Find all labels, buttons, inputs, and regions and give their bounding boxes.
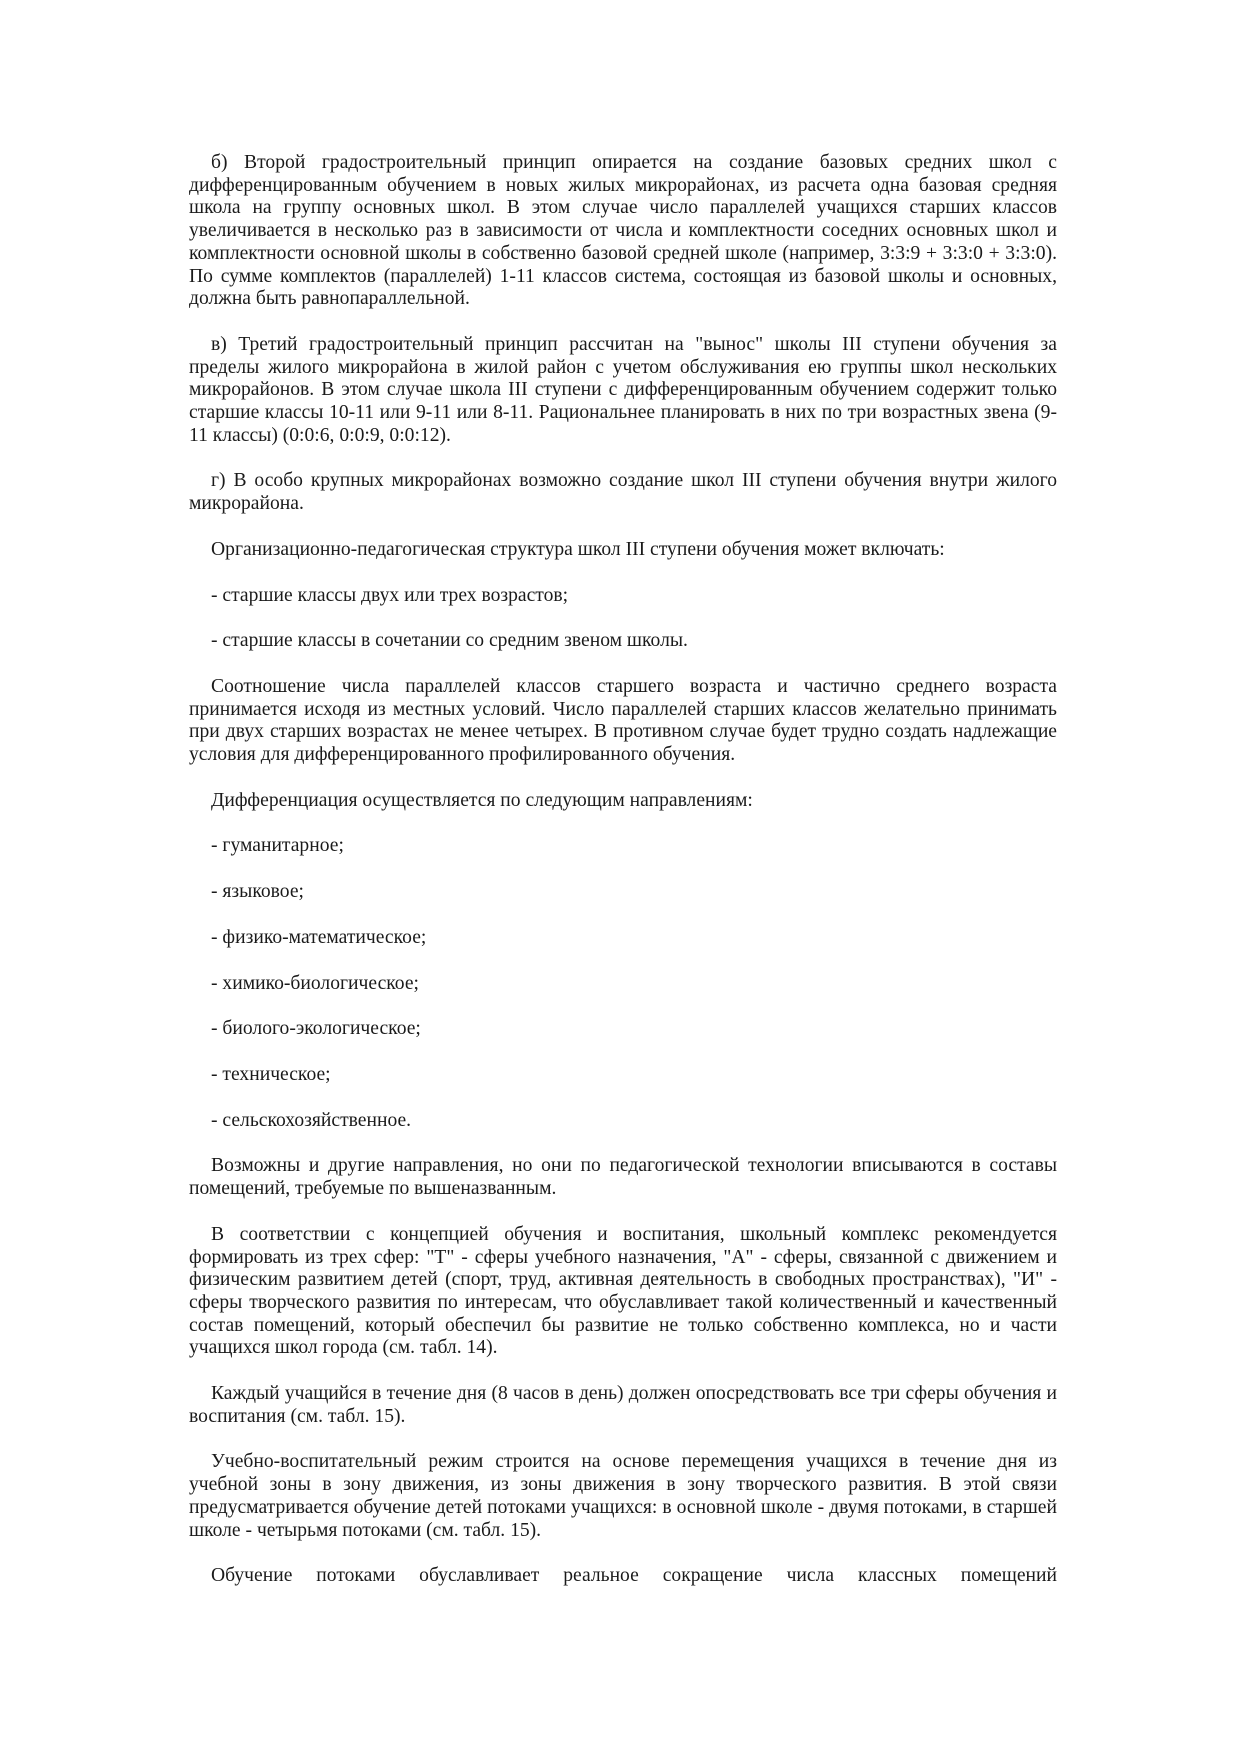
paragraph-parallels-ratio: Соотношение числа параллелей классов старшего возраста и частично среднего возраста принимается исходя из местных условий. Число параллелей старших классов желательно принимать при двух старших возрастах не менее четырех. В противном случае будет трудно создать надлежащие условия для дифференцированного профилированного обучения. (189, 675, 1057, 766)
list-item-direction-languages: - языковое; (211, 881, 304, 903)
document-page (189, 152, 1057, 1588)
list-item-direction-bioeco: - биолого-экологическое; (211, 1018, 421, 1040)
paragraph-principle-b: б) Второй градостроительный принцип опирается на создание базовых средних школ с дифференцированным обучением в новых жилых микрорайонах, из расчета одна базовая средняя школа на группу основных школ. В этом случае число параллелей учащихся старших классов увеличивается в несколько раз в зависимости от числа и комплектности соседних основных школ и комплектности основной школы в собственно базовой средней школе (например, 3:3:9 + 3:3:0 + 3:3:0). По сумме комплектов (параллелей) 1-11 классов система, состоящая из базовой школы и основных, должна быть равнопараллельной. (189, 152, 1057, 310)
paragraph-three-spheres: В соответствии с концепцией обучения и воспитания, школьный комплекс рекомендуется формировать из трех сфер: "Т" - сферы учебного назначения, "А" - сферы, связанной с движением и физическим развитием детей (спорт, труд, активная деятельность в свободных пространствах), "И" - сферы творческого развития по интересам, что обуславливает такой количественный и качественный состав помещений, который обеспечил бы развитие не только собственно комплекса, но и части учащихся школ города (см. табл. 14). (189, 1223, 1057, 1359)
paragraph-principle-g: г) В особо крупных микрорайонах возможно создание школ III ступени обучения внутри жилого микрорайона. (189, 470, 1057, 515)
paragraph-differentiation-intro: Дифференциация осуществляется по следующим направлениям: (211, 789, 753, 811)
paragraph-structure-intro: Организационно-педагогическая структура школ III ступени обучения может включать: (211, 538, 945, 560)
paragraph-streams-reduction: Обучение потоками обуславливает реальное сокращение числа классных помещений (211, 1565, 1057, 1587)
list-item-structure-2: - старшие классы в сочетании со средним звеном школы. (211, 630, 688, 652)
list-item-direction-humanities: - гуманитарное; (211, 835, 344, 857)
paragraph-education-regime: Учебно-воспитательный режим строится на основе перемещения учащихся в течение дня из учебной зоны в зону движения, из зоны движения в зону творческого развития. В этой связи предусматривается обучение детей потоками учащихся: в основной школе - двумя потоками, в старшей школе - четырьмя потоками (см. табл. 15). (189, 1451, 1057, 1541)
list-item-direction-agricultural: - сельскохозяйственное. (211, 1109, 412, 1131)
list-item-direction-technical: - техническое; (211, 1063, 331, 1085)
list-item-direction-physmath: - физико-математическое; (211, 926, 427, 948)
paragraph-principle-v: в) Третий градостроительный принцип рассчитан на "вынос" школы III ступени обучения за пределы жилого микрорайона в жилой район с учетом обслуживания ею группы школ нескольких микрорайонов. В этом случае школа III ступени с дифференцированным обучением содержит только старшие классы 10-11 или 9-11 или 8-11. Рациональнее планировать в них по три возрастных звена (9-11 классы) (0:0:6, 0:0:9, 0:0:12). (189, 333, 1057, 446)
paragraph-other-directions: Возможны и другие направления, но они по педагогической технологии вписываются в составы помещений, требуемые по вышеназванным. (189, 1155, 1057, 1200)
list-item-direction-chembio: - химико-биологическое; (211, 972, 419, 994)
list-item-structure-1: - старшие классы двух или трех возрастов; (211, 584, 569, 606)
paragraph-daily-spheres: Каждый учащийся в течение дня (8 часов в день) должен опосредствовать все три сферы обучения и воспитания (см. табл. 15). (189, 1383, 1057, 1427)
